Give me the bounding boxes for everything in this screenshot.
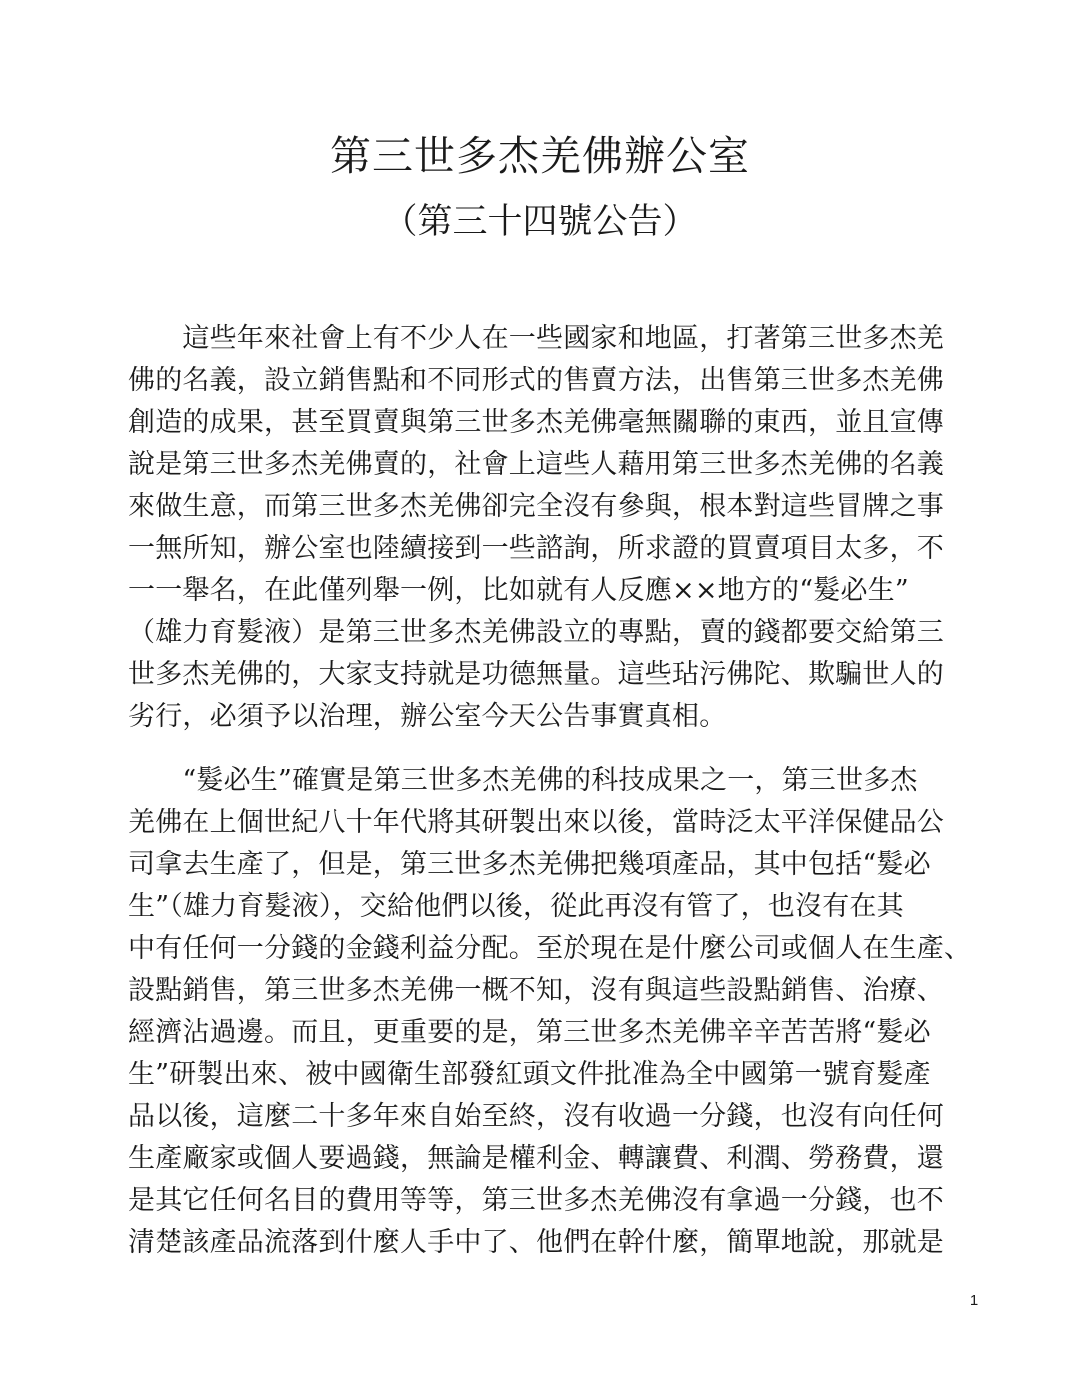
text-line: 是其它任何名目的費用等等，第三世多杰羌佛沒有拿過一分錢，也不 [128, 1185, 944, 1216]
text-line: 來做生意，而第三世多杰羌佛卻完全沒有參與，根本對這些冒牌之事 [128, 491, 944, 522]
text-line: 說是第三世多杰羌佛賣的，社會上這些人藉用第三世多杰羌佛的名義 [128, 449, 944, 480]
page-number: 1 [969, 1292, 979, 1309]
text-line: 這些年來社會上有不少人在一些國家和地區，打著第三世多杰羌 [128, 323, 944, 354]
text-line: 司拿去生產了，但是，第三世多杰羌佛把幾項產品，其中包括“髮必 [128, 849, 931, 880]
text-line: 世多杰羌佛的，大家支持就是功德無量。這些玷污佛陀、欺騙世人的 [128, 659, 944, 690]
text-line: 經濟沾過邊。而且，更重要的是，第三世多杰羌佛辛辛苦苦將“髮必 [128, 1017, 931, 1048]
text-line: 一一舉名，在此僅列舉一例，比如就有人反應××地方的“髮必生” [128, 575, 909, 606]
text-line: 創造的成果，甚至買賣與第三世多杰羌佛毫無關聯的東西，並且宣傳 [128, 407, 944, 438]
paragraph-1 [128, 318, 1008, 738]
text-line: 中有任何一分錢的金錢利益分配。至於現在是什麼公司或個人在生產、 [128, 933, 972, 964]
document-body [128, 318, 1008, 1264]
text-line: 生產廠家或個人要過錢，無論是權利金、轉讓費、利潤、勞務費，還 [128, 1143, 944, 1174]
text-line: 生”（雄力育髮液），交給他們以後，從此再沒有管了，也沒有在其 [128, 891, 904, 922]
paragraph-2 [128, 760, 1008, 1264]
text-line: 劣行，必須予以治理，辦公室今天公告事實真相。 [128, 701, 727, 732]
text-line: 生”研製出來、被中國衛生部發紅頭文件批准為全中國第一號育髮產 [128, 1059, 931, 1090]
text-line: 羌佛在上個世紀八十年代將其研製出來以後，當時泛太平洋保健品公 [128, 807, 944, 838]
text-line: 清楚該產品流落到什麼人手中了、他們在幹什麼，簡單地說，那就是 [128, 1227, 944, 1258]
text-line: “髮必生”確實是第三世多杰羌佛的科技成果之一，第三世多杰 [128, 765, 918, 796]
text-line: 品以後，這麼二十多年來自始至終，沒有收過一分錢，也沒有向任何 [128, 1101, 944, 1132]
document-title: 第三世多杰羌佛辦公室 [330, 132, 750, 180]
text-line: （雄力育髮液）是第三世多杰羌佛設立的專點，賣的錢都要交給第三 [128, 617, 944, 648]
text-line: 一無所知，辦公室也陸續接到一些諮詢，所求證的買賣項目太多，不 [128, 533, 944, 564]
document-subtitle: （第三十四號公告） [382, 202, 698, 242]
text-line: 設點銷售，第三世多杰羌佛一概不知，沒有與這些設點銷售、治療、 [128, 975, 944, 1006]
text-line: 佛的名義，設立銷售點和不同形式的售賣方法，出售第三世多杰羌佛 [128, 365, 944, 396]
paragraph-gap [128, 738, 1008, 760]
